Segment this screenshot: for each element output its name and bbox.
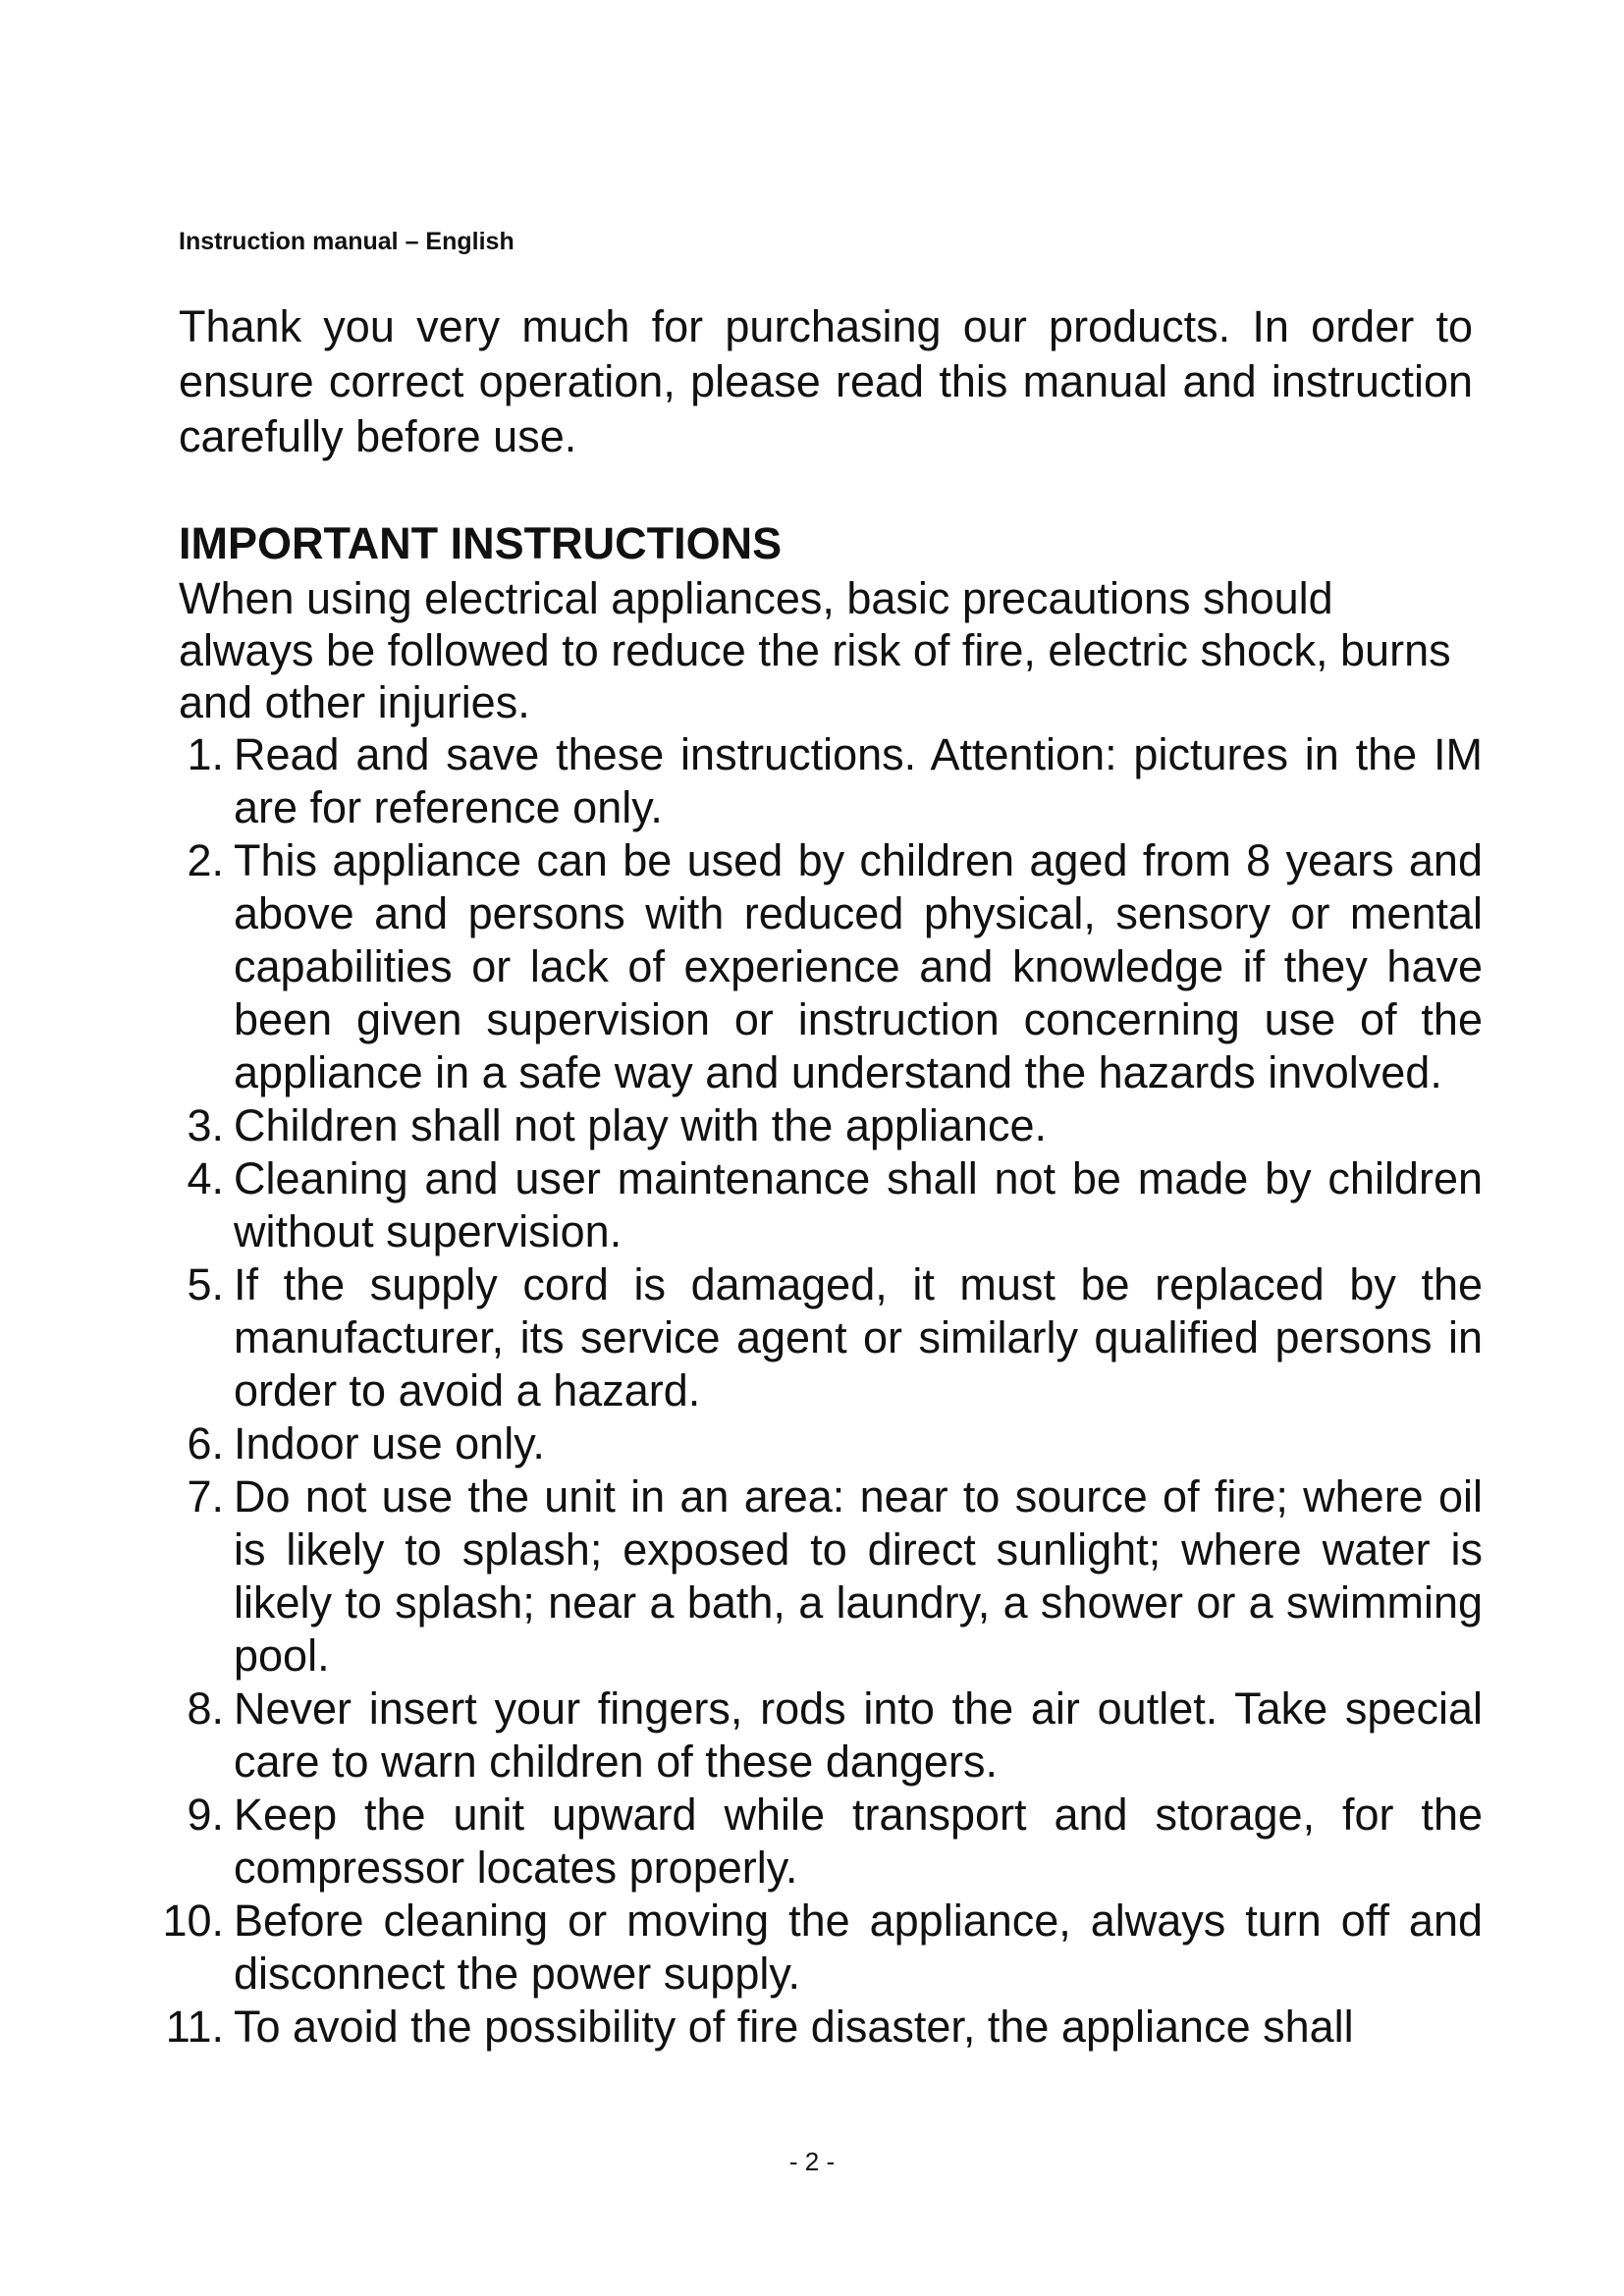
instruction-text: To avoid the possibility of fire disaster, the appliance shall [234, 2002, 1354, 2052]
instruction-item [147, 834, 1483, 1099]
instruction-item [147, 1470, 1483, 1682]
instruction-item [147, 1099, 1483, 1152]
instruction-text: If the supply cord is damaged, it must be replaced by the manufacturer, its service agent or similarly qualified persons in order to avoid a hazard. [234, 1259, 1483, 1415]
instruction-item [147, 1258, 1483, 1417]
section-intro-paragraph: When using electrical appliances, basic precautions should always be followed to reduce the risk of fire, electric shock, burns and other injuries. [179, 573, 1451, 727]
instruction-item [147, 1895, 1483, 2001]
instruction-item [147, 1152, 1483, 1258]
instruction-number: 9. [187, 1789, 224, 1840]
instruction-number: 1. [187, 729, 224, 779]
instruction-number: 6. [187, 1418, 224, 1468]
instruction-item [147, 1789, 1483, 1895]
instruction-item [147, 2001, 1483, 2054]
instruction-number: 4. [187, 1153, 224, 1203]
instruction-item [147, 728, 1483, 834]
running-header: Instruction manual – English [179, 228, 514, 255]
instruction-number: 2. [187, 835, 224, 885]
instruction-text: This appliance can be used by children aged from 8 years and above and persons with reduced physical, sensory or mental capabilities or lack of experience and knowledge if they have been given supervision or instruction concerning use of the appliance in a safe way and understand the hazards involved. [234, 835, 1483, 1097]
instruction-number: 10. [162, 1896, 224, 1946]
instruction-text: Never insert your fingers, rods into the air outlet. Take special care to warn children of these dangers. [234, 1683, 1483, 1787]
instruction-text: Indoor use only. [234, 1418, 545, 1468]
instruction-text: Cleaning and user maintenance shall not be made by children without supervision. [234, 1153, 1483, 1256]
instruction-text: Read and save these instructions. Attention: pictures in the IM are for reference only. [234, 729, 1483, 832]
instruction-number: 3. [187, 1100, 224, 1150]
instruction-number: 11. [165, 2002, 224, 2052]
instruction-list [147, 728, 1483, 2054]
section-title: IMPORTANT INSTRUCTIONS [179, 518, 783, 568]
page-number: - 2 - [788, 2147, 836, 2176]
intro-paragraph: Thank you very much for purchasing our products. In order to ensure correct operation, please read this manual and instruction carefully before use. [179, 301, 1473, 461]
instruction-number: 8. [187, 1683, 224, 1734]
instruction-number: 7. [187, 1471, 224, 1522]
instruction-item [147, 1682, 1483, 1789]
instruction-text: Before cleaning or moving the appliance, always turn off and disconnect the power supply. [234, 1896, 1483, 1999]
instruction-text: Children shall not play with the appliance. [234, 1100, 1047, 1150]
instruction-item [147, 1417, 1483, 1470]
instruction-number: 5. [187, 1259, 224, 1309]
instruction-text: Keep the unit upward while transport and storage, for the compressor locates properly. [234, 1789, 1483, 1893]
instruction-text: Do not use the unit in an area: near to source of fire; where oil is likely to splash; exposed to direct sunlight; where water is likely to splash; near a bath, a laundry, a shower or a swimming pool. [234, 1471, 1483, 1681]
